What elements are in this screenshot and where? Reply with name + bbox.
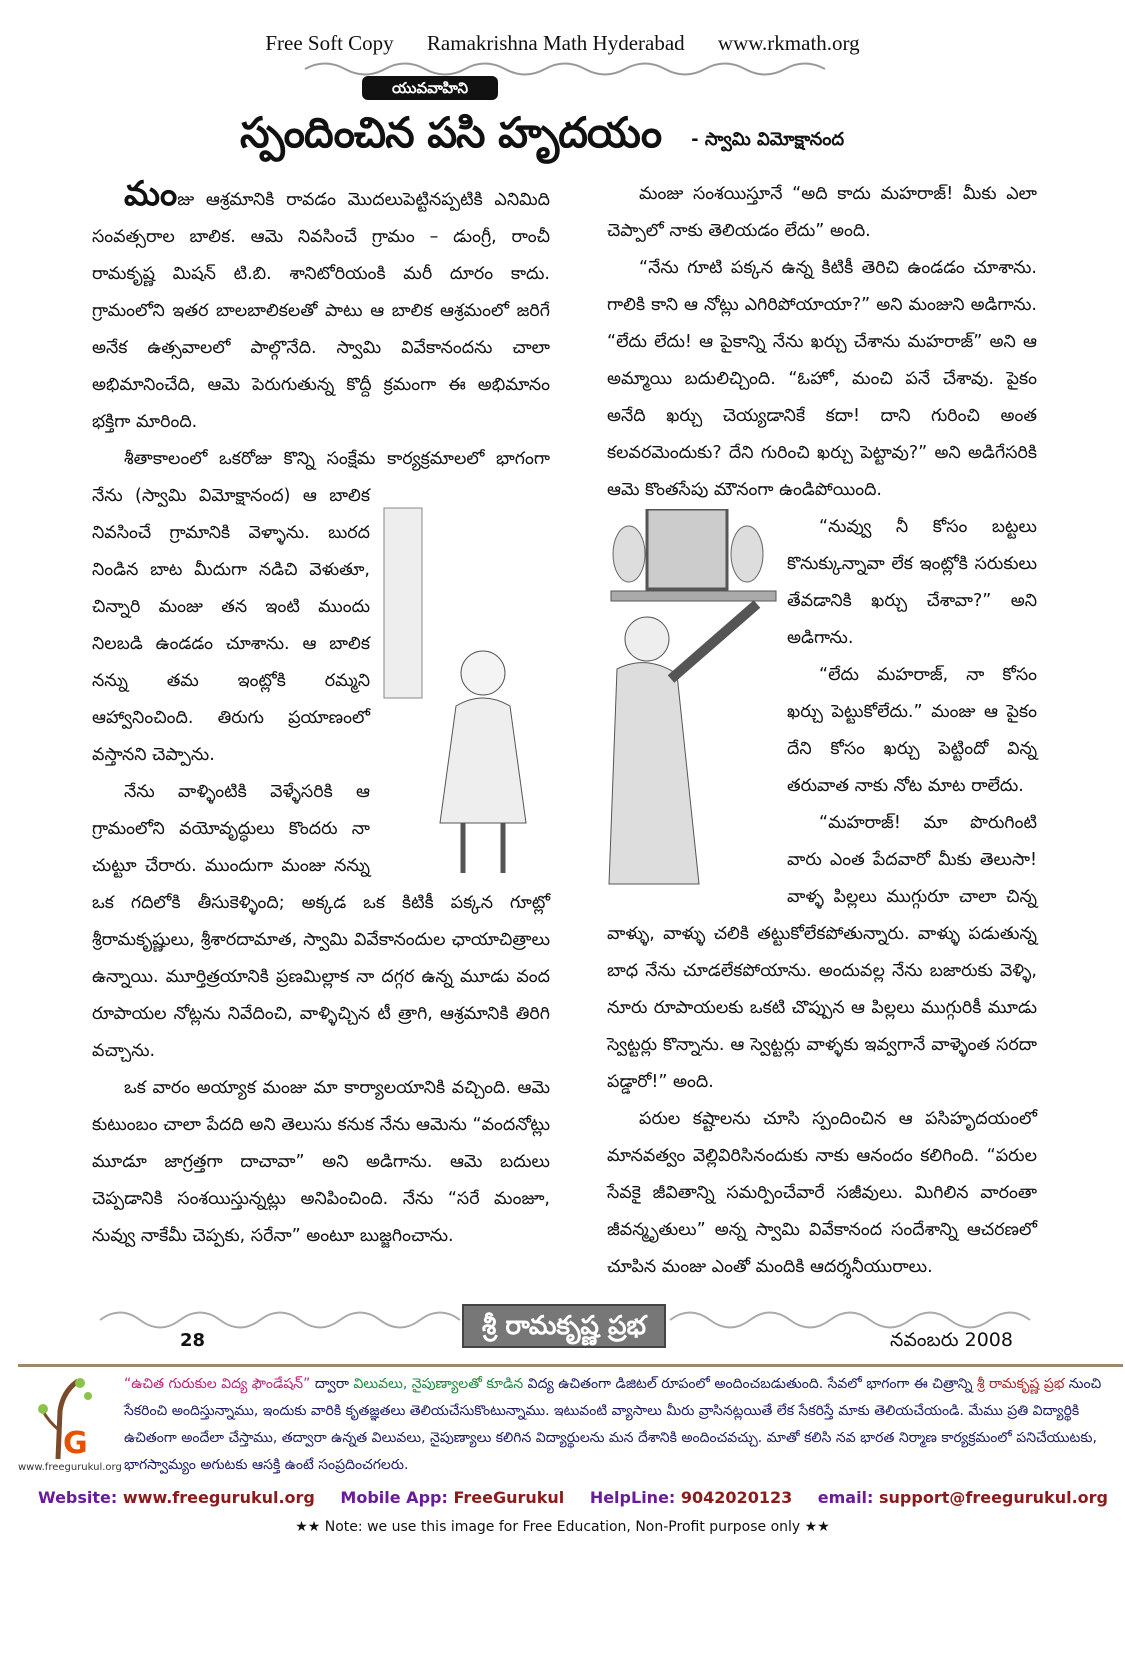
article-author: - స్వామి విమోక్షానంద — [691, 129, 845, 150]
paragraph: పరుల కష్టాలను చూసి స్పందించిన ఆ పసిహృదయంలో మానవత్వం వెల్లివిరిసినందుకు నాకు ఆనందం కలిగింది. “పరుల సేవకై జీవితాన్ని సమర్పించేవారే సజీవులు. మిగిలిన వారంతా జీవన్మృతులు” అన్న స్వామి వివేకానంద సందేశాన్ని ఆచరణలో చూపిన మంజు ఎంతో మందికి ఆదర్శనీయురాలు. — [607, 1109, 1037, 1277]
paragraph: “నేను గూటి పక్కన ఉన్న కిటికీ తెరిచి ఉండడం చూశాను. గాలికి కాని ఆ నోట్లు ఎగిరిపోయాయా?” అని మంజుని అడిగాను. “లేదు లేదు! ఆ పైకాన్ని నేను ఖర్చు చేశాను మహరాజ్” అని ఆ అమ్మాయి బదులిచ్చింది. “ఓహో, మంచి పనే చేశావు. పైకం అనేది ఖర్చు చెయ్యడానికే కదా! దాని గురించి అంత కలవరమెందుకు? దేని గురించి ఖర్చు పెట్టావు?” అని అడిగేసరికి ఆమె కొంతసేపు మౌనంగా ఉండిపోయింది. — [607, 258, 1037, 500]
title-row — [0, 106, 1125, 160]
contact-website[interactable]: Website: www.freegurukul.org — [38, 1488, 315, 1507]
page-number: 28 — [180, 1330, 206, 1351]
header-website: www.rkmath.org — [717, 31, 860, 55]
paragraph: శీతాకాలంలో ఒకరోజు కొన్ని సంక్షేమ కార్యక్రమాలలో భాగంగా నేను (స్వామి విమోక్షానంద) ఆ బాలిక నివసించే గ్రామానికి వెళ్ళాను. బురద నిండిన బాట మీదుగా నడిచి వెళుతూ, చిన్నారి మంజు తన ఇంటి ముందు నిలబడి ఉండడం చూశాను. ఆ బాలిక నన్ను తమ ఇంట్లోకి రమ్మని ఆహ్వానించింది. తిరుగు ప్రయాణంలో వస్తానని చెప్పాను. — [92, 449, 550, 765]
contact-email[interactable]: email: support@freegurukul.org — [817, 1488, 1108, 1507]
page-footer — [0, 1300, 1125, 1360]
source-header — [0, 0, 1125, 56]
usage-note: ★★ Note: we use this image for Free Education, Non-Profit purpose only ★★ — [295, 1519, 830, 1535]
magazine-logo: శ్రీ రామకృష్ణ ప్రభ — [462, 1304, 666, 1348]
freegurukul-notice: “ఉచిత గురుకుల విద్య ఫౌండేషన్” ద్వారా విలువలు, నైపుణ్యాలతో కూడిన విద్య ఉచితంగా డిజిటల్ రూపంలో అందించబడుతుంది. సేవలో భాగంగా ఈ చిత్రాన్ని శ్రీ రామకృష్ణ ప్రభ నుంచి సేకరించి అందిస్తున్నాము, ఇందుకు వారికి కృతజ్ఞతలు తెలియచేసుకొంటున్నాము. ఇటువంటి వ్యాసాలు మీరు వ్రాసినట్లయితే లేక సేకరిస్తే మాకు తెలియచేయండి. మేము ప్రతి విద్యార్థికి ఉచితంగా అందేలా చేస్తాము, తద్వారా ఉన్నత విలువలు, నైపుణ్యాలు కలిగిన విద్యార్థులను మన దేశానికి అందించవచ్చు. మాతో కలిసి నవ భారత నిర్మాణ కార్యక్రమంలో పనిచేయుటకు, భాగస్వామ్యం అగుటకు ఆసక్తి ఉంటే సంప్రదించగలరు. — [124, 1376, 1102, 1473]
monk-shrine-drawing-icon — [607, 509, 779, 889]
girl-drawing-icon — [378, 498, 550, 878]
paragraph: “లేదు మహరాజ్, నా కోసం ఖర్చు పెట్టుకోలేదు.” మంజు ఆ పైకం దేని కోసం ఖర్చు పెట్టిందో విన్న తరువాత నాకు నోట మాట రాలేదు. — [787, 665, 1037, 796]
illustration-girl — [378, 498, 550, 878]
paragraph: “నువ్వు నీ కోసం బట్టలు కొనుక్కున్నావా లేక ఇంట్లోకి సరుకులు తేవడానికి ఖర్చు చేశావా?” అని అడిగాను. — [787, 517, 1037, 648]
illustration-monk-shrine — [607, 509, 779, 889]
paragraph: మంజు సంశయిస్తూనే “అది కాదు మహరాజ్! మీకు ఎలా చెప్పాలో నాకు తెలియడం లేదు” అంది. — [607, 184, 1037, 241]
issue-date: నవంబరు 2008 — [890, 1329, 1013, 1351]
contact-row — [38, 1487, 1108, 1509]
paragraph: “మహరాజ్! మా పొరుగింటి వారు ఎంత పేదవారో మీకు తెలుసా! వాళ్ళ పిల్లలు ముగ్గురూ చాలా చిన్న వాళ్ళు, వాళ్ళు చలికి తట్టుకోలేకపోతున్నారు. వాళ్ళు పడుతున్న బాధ నేను చూడలేకపోయాను. అందువల్ల నేను బజారుకు వెళ్ళి, నూరు రూపాయలకు ఒకటి చొప్పున ఆ పిల్లలు ముగ్గురికీ మూడు స్వెట్టర్లు కొన్నాను. ఆ స్వెట్టర్లు వాళ్ళకు ఇవ్వగానే వాళ్ళెంత సరదా పడ్డారో!” అంది. — [607, 813, 1037, 1092]
freegurukul-block — [0, 1367, 1125, 1479]
paragraph: ఒక వారం అయ్యాక మంజు మా కార్యాలయానికి వచ్చింది. ఆమె కుటుంబం చాలా పేదది అని తెలుసు కనుక నేను ఆమెను “వందనోట్లు మూడూ జాగ్రత్తగా దాచావా” అని అడిగాను. ఆమె బదులు చెప్పడానికి సంశయిస్తున్నట్లు అనిపించింది. నేను “సరే మంజూ, నువ్వు నాకేమీ చెప్పకు, సరేనా” అంటూ బుజ్జగించాను. — [92, 1078, 550, 1246]
article-body — [0, 176, 1125, 1286]
contact-helpline[interactable]: HelpLine: 9042020123 — [589, 1488, 793, 1507]
paragraph: మంజు ఆశ్రమానికి రావడం మొదలుపెట్టినప్పటికి ఎనిమిది సంవత్సరాల బాలిక. ఆమె నివసించే గ్రామం – డుంగ్రీ, రాంచీ రామకృష్ణ మిషన్ టి.బి. శానిటోరియంకి మరీ దూరం కాదు. గ్రామంలోని ఇతర బాలబాలికలతో పాటు ఆ బాలిక ఆశ్రమంలో జరిగే అనేక ఉత్సవాలలో పాల్గొనేది. స్వామి వివేకానందను చాలా అభిమానించేది, ఆమె పెరుగుతున్న కొద్దీ క్రమంగా ఈ అభిమానం భక్తిగా మారింది. — [92, 174, 550, 432]
section-badge: యువవాహిని — [362, 76, 498, 100]
right-column — [607, 176, 1037, 1286]
ornament-area — [0, 56, 1125, 104]
paragraph: నేను వాళ్ళింటికి వెళ్ళేసరికి ఆ గ్రామంలోని వయోవృద్ధులు కొందరు నా చుట్టూ చేరారు. ముందుగా మంజు నన్ను ఒక గదిలోకి తీసుకెళ్ళింది; అక్కడ ఒక కిటికీ పక్కన గూట్లో శ్రీరామకృష్ణులు, శ్రీశారదామాత, స్వామి వివేకానందుల ఛాయాచిత్రాలు ఉన్నాయి. మూర్తిత్రయానికి ప్రణమిల్లాక నా దగ్గర ఉన్న మూడు వంద రూపాయల నోట్లను నివేదించి, వాళ్ళిచ్చిన టీ త్రాగి, ఆశ్రమానికి తిరిగి వచ్చాను. — [92, 782, 550, 1061]
header-free-soft-copy: Free Soft Copy — [265, 31, 394, 55]
contact-mobile-app[interactable]: Mobile App: FreeGurukul — [340, 1488, 565, 1507]
drop-cap: మం — [124, 174, 178, 214]
left-column — [92, 176, 550, 1255]
header-publisher: Ramakrishna Math Hyderabad — [426, 31, 685, 55]
freegurukul-logo-icon — [18, 1371, 118, 1461]
freegurukul-logo-url: www.freegurukul.org — [18, 1462, 122, 1473]
article-title: స్పందించిన పసి హృదయం — [240, 108, 662, 157]
svg-text:G: G — [63, 1426, 88, 1461]
